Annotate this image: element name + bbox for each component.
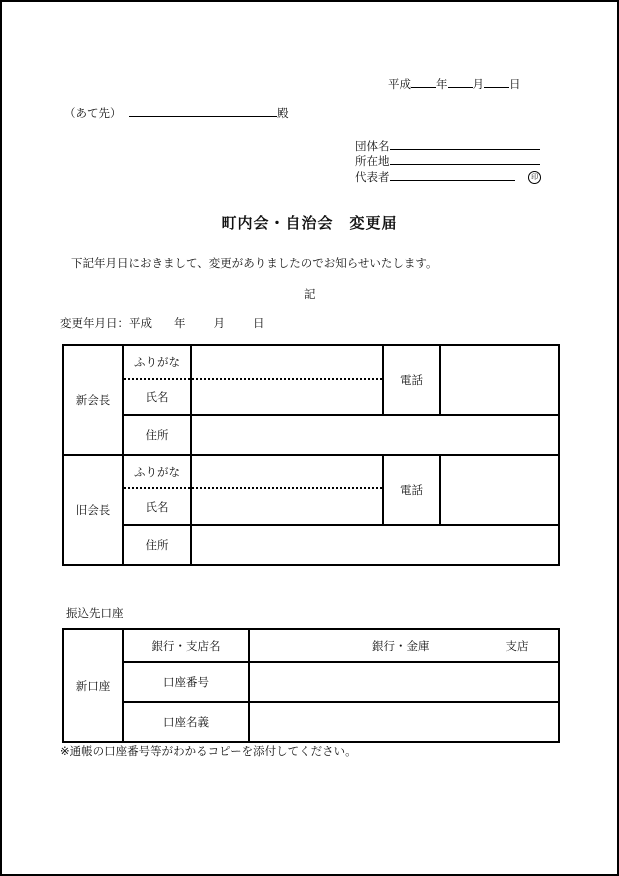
old-name-label: 氏名 — [123, 488, 191, 525]
change-year-unit: 年 — [174, 316, 186, 330]
addressee-suffix: 殿 — [277, 106, 289, 120]
change-month-unit: 月 — [213, 316, 225, 330]
group-blank[interactable] — [390, 137, 540, 150]
change-date-line — [60, 315, 265, 331]
date-era: 平成 — [388, 77, 411, 91]
month-blank[interactable] — [448, 75, 473, 88]
account-name-value[interactable] — [249, 702, 559, 742]
old-furigana-label: ふりがな — [123, 455, 191, 488]
form-title: 町内会・自治会 変更届 — [221, 214, 398, 232]
old-furigana-value[interactable] — [191, 455, 383, 488]
sender-address — [355, 152, 540, 169]
old-address-label: 住所 — [123, 525, 191, 565]
date-line — [388, 75, 521, 92]
sender-rep — [355, 168, 541, 185]
addressee-line — [64, 104, 289, 121]
bank-section-title: 振込先口座 — [66, 606, 124, 620]
group-label: 団体名 — [355, 139, 390, 153]
address-blank[interactable] — [390, 152, 540, 165]
new-name-label: 氏名 — [123, 379, 191, 415]
new-address-label: 住所 — [123, 415, 191, 455]
rep-blank[interactable] — [390, 168, 515, 181]
rep-label: 代表者 — [355, 170, 390, 184]
account-name-label: 口座名義 — [123, 702, 249, 742]
old-name-value[interactable] — [191, 488, 383, 525]
old-chairman-label: 旧会長 — [63, 455, 123, 565]
ki-label: 記 — [304, 287, 316, 301]
change-day-unit: 日 — [253, 316, 265, 330]
new-furigana-label: ふりがな — [123, 345, 191, 379]
body-text: 下記年月日におきまして、変更がありましたのでお知らせいたします。 — [71, 256, 438, 270]
addressee-blank[interactable] — [129, 104, 277, 117]
account-number-value[interactable] — [249, 662, 559, 702]
new-phone-label: 電話 — [383, 345, 440, 415]
day-blank[interactable] — [484, 75, 509, 88]
address-label: 所在地 — [355, 154, 390, 168]
old-address-value[interactable] — [191, 525, 559, 565]
year-unit: 年 — [436, 77, 448, 91]
old-phone-value[interactable] — [440, 455, 559, 525]
addressee-label: （あて先） — [64, 106, 122, 120]
branch-suffix-text: 支店 — [505, 638, 529, 653]
bank-branch-label: 銀行・支店名 — [123, 629, 249, 662]
bank-branch-value[interactable] — [249, 629, 559, 662]
day-unit: 日 — [509, 77, 521, 91]
year-blank[interactable] — [411, 75, 436, 88]
new-phone-value[interactable] — [440, 345, 559, 415]
new-account-label: 新口座 — [63, 629, 123, 742]
change-date-label: 変更年月日：平成 — [60, 316, 152, 330]
seal-mark: 印 — [528, 171, 541, 184]
month-unit: 月 — [472, 77, 484, 91]
footnote: ※通帳の口座番号等がわかるコピーを添付してください。 — [60, 744, 357, 758]
account-number-label: 口座番号 — [123, 662, 249, 702]
new-chairman-label: 新会長 — [63, 345, 123, 455]
bank-type-text: 銀行・金庫 — [372, 638, 430, 653]
bank-table — [62, 628, 560, 743]
old-phone-label: 電話 — [383, 455, 440, 525]
chairman-table — [62, 344, 560, 566]
new-address-value[interactable] — [191, 415, 559, 455]
new-name-value[interactable] — [191, 379, 383, 415]
new-furigana-value[interactable] — [191, 345, 383, 379]
